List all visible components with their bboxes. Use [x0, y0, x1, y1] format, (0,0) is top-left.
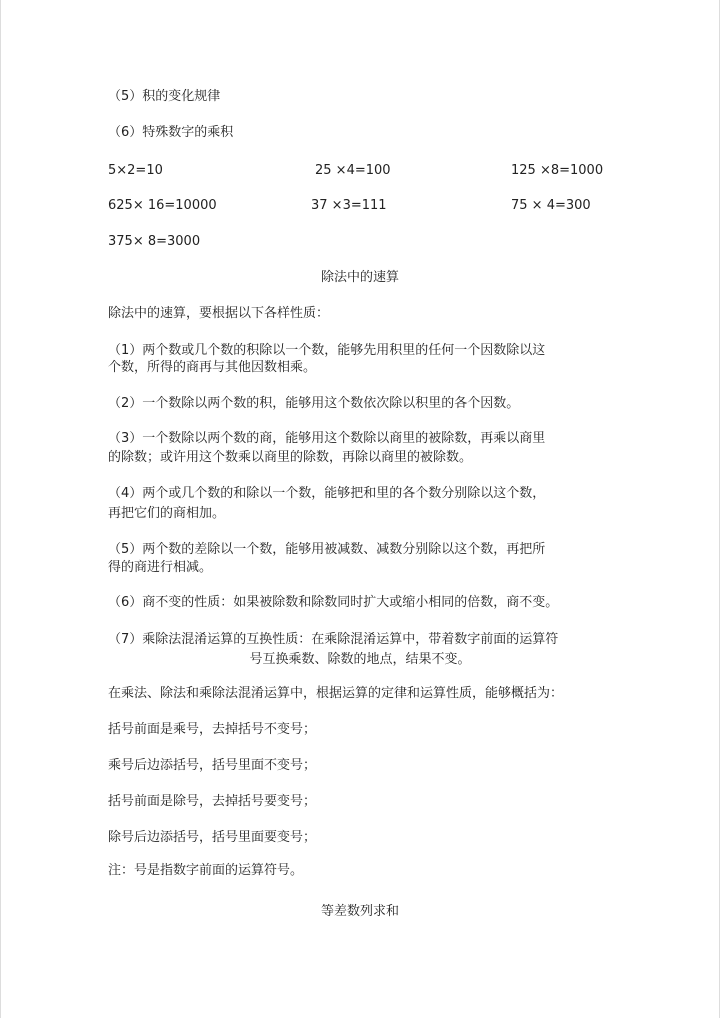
- product-item: 625× 16=10000: [108, 198, 217, 213]
- product-item: 75 × 4=300: [511, 198, 591, 213]
- bracket-rule: 除号后边添括号，括号里面要变号；: [108, 830, 317, 845]
- product-item: 25 ×4=100: [315, 163, 391, 178]
- rule-1-line-2: 个数，所得的商再与其他因数相乘。: [108, 360, 317, 375]
- intro-text: 除法中的速算，要根据以下各样性质：: [108, 306, 330, 321]
- rule-1-line-1: （1）两个数或几个数的积除以一个数，能够先用积里的任何一个因数除以这: [108, 343, 546, 358]
- summary-text: 在乘法、除法和乘除法混淆运算中，根据运算的定律和运算性质，能够概括为：: [108, 686, 564, 701]
- bracket-rule: 乘号后边添括号，括号里面不变号；: [108, 758, 317, 773]
- section-title: 除法中的速算: [320, 270, 399, 285]
- rule-6: （6）商不变的性质：如果被除数和除数同时扩大或缩小相同的倍数，商不变。: [108, 595, 559, 610]
- rule-5-line-1: （5）两个数的差除以一个数，能够用被减数、减数分别除以这个数，再把所: [108, 542, 546, 557]
- rule-3-line-1: （3）一个数除以两个数的商，能够用这个数除以商里的被除数，再乘以商里: [108, 431, 546, 446]
- rule-7-line-1: （7）乘除法混淆运算的互换性质：在乘除混淆运算中，带着数字前面的运算符: [108, 632, 559, 647]
- rule-7-line-2: 号互换乘数、除数的地点，结果不变。: [249, 652, 471, 667]
- rule-3-line-2: 的除数；或许用这个数乘以商里的除数，再除以商里的被除数。: [108, 450, 473, 465]
- note-text: 注：号是指数字前面的运算符号。: [108, 863, 304, 878]
- heading-special-products: （6）特殊数字的乘积: [108, 125, 234, 140]
- bracket-rule: 括号前面是除号，去掉括号要变号；: [108, 794, 317, 809]
- bracket-rule: 括号前面是乘号，去掉括号不变号；: [108, 722, 317, 737]
- rule-2: （2）一个数除以两个数的积，能够用这个数依次除以积里的各个因数。: [108, 396, 520, 411]
- rule-5-line-2: 得的商进行相减。: [108, 560, 213, 575]
- product-item: 5×2=10: [108, 163, 163, 178]
- heading-product-change: （5）积的变化规律: [108, 89, 221, 104]
- product-item: 37 ×3=111: [311, 198, 387, 213]
- rule-4-line-2: 再把它们的商相加。: [108, 506, 226, 521]
- rule-4-line-1: （4）两个或几个数的和除以一个数，能够把和里的各个数分别除以这个数，: [108, 486, 546, 501]
- product-item: 125 ×8=1000: [511, 163, 604, 178]
- page-edge-left: [0, 0, 1, 1018]
- product-item: 375× 8=3000: [108, 234, 201, 249]
- next-section-title: 等差数列求和: [320, 904, 399, 919]
